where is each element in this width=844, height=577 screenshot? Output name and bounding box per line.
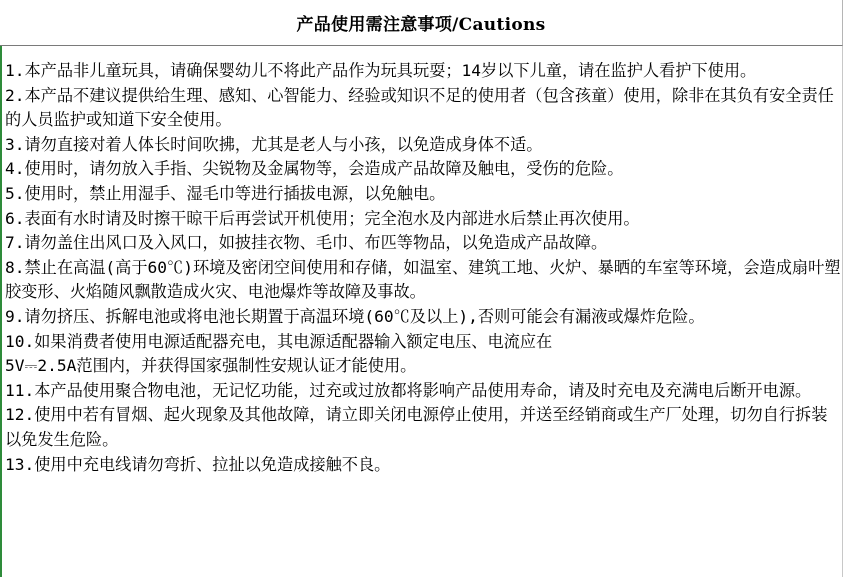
caution-item-7: 7.请勿盖住出风口及入风口，如披挂衣物、毛巾、布匹等物品，以免造成产品故障。 xyxy=(5,233,608,253)
caution-item-12: 12.使用中若有冒烟、起火现象及其他故障，请立即关闭电源停止使用，并送至经销商或生产厂处理，切勿自行拆装以免发生危险。 xyxy=(5,405,828,449)
caution-item-5: 5.使用时，禁止用湿手、湿毛巾等进行插拔电源，以免触电。 xyxy=(5,183,446,203)
caution-item-13: 13.使用中充电线请勿弯折、拉扯以免造成接触不良。 xyxy=(5,454,391,474)
left-border-line xyxy=(0,46,2,577)
caution-item-10: 10.如果消费者使用电源适配器充电，其电源适配器输入额定电压、电流应在 5V⎓2.5A范围内，并获得国家强制性安规认证才能使用。 xyxy=(5,331,553,376)
right-border-line xyxy=(842,46,843,577)
caution-item-6: 6.表面有水时请及时擦干晾干后再尝试开机使用；完全泡水及内部进水后禁止再次使用。 xyxy=(5,208,640,228)
caution-item-3: 3.请勿直接对着人体长时间吹拂，尤其是老人与小孩，以免造成身体不适。 xyxy=(5,134,543,154)
caution-item-4: 4.使用时，请勿放入手指、尖锐物及金属物等，会造成产品故障及触电，受伤的危险。 xyxy=(5,159,624,179)
caution-item-8: 8.禁止在高温(高于60℃)环境及密闭空间使用和存储，如温室、建筑工地、火炉、暴晒的车室等环境，会造成扇叶塑胶变形、火焰随风飘散造成火灾、电池爆炸等故障及事故。 xyxy=(5,257,841,302)
page-title: 产品使用需注意事项/Cautions xyxy=(296,15,546,35)
caution-item-1: 1.本产品非儿童玩具，请确保婴幼儿不将此产品作为玩具玩耍；14岁以下儿童，请在监护人看护下使用。 xyxy=(5,61,757,80)
caution-item-2: 2.本产品不建议提供给生理、感知、心智能力、经验或知识不足的使用者（包含孩童）使用，除非在其负有安全责任的人员监护或知道下安全使用。 xyxy=(5,85,834,130)
caution-item-11: 11.本产品使用聚合物电池，无记忆功能，过充或过放都将影响产品使用寿命，请及时充电及充满电后断开电源。 xyxy=(5,380,812,400)
cautions-list xyxy=(5,59,841,477)
title-cell xyxy=(0,0,843,46)
caution-item-9: 9.请勿挤压、拆解电池或将电池长期置于高温环境(60℃及以上),否则可能会有漏液或爆炸危险。 xyxy=(5,306,705,326)
